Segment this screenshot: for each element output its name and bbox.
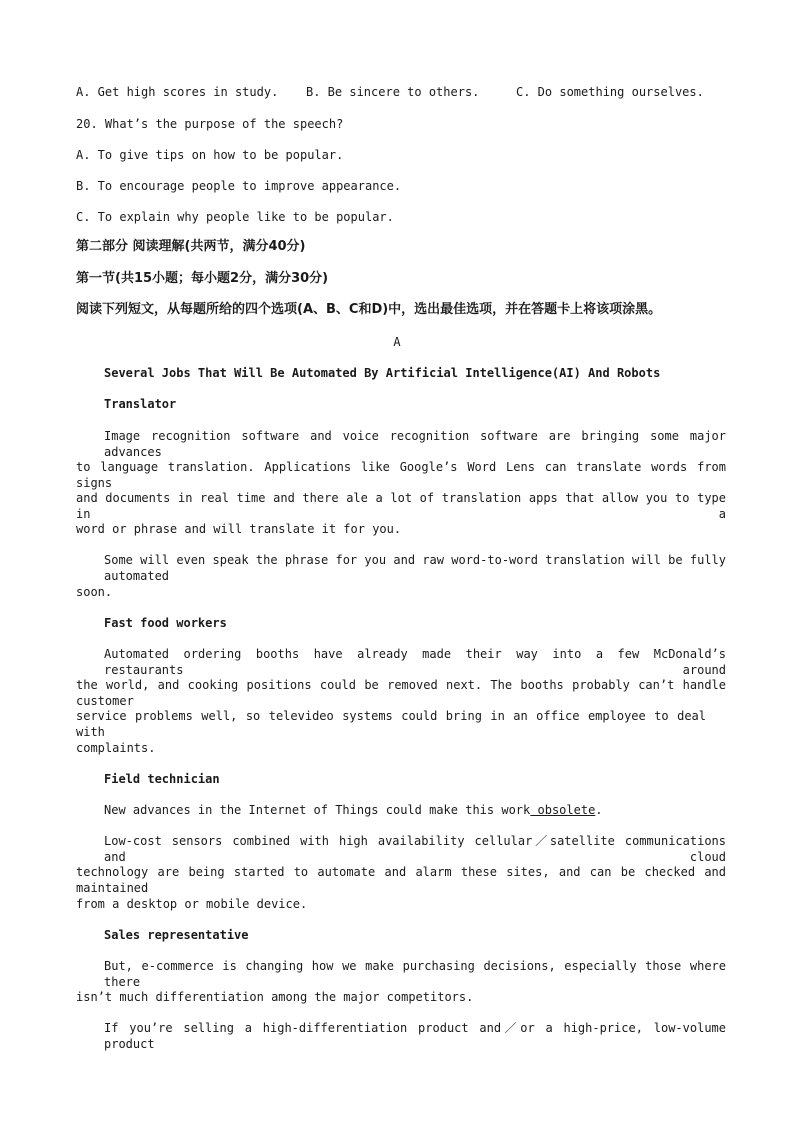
- translator-p2-line-2: soon.: [76, 585, 113, 599]
- field-p1-period: .: [595, 803, 603, 817]
- translator-p1-line-2: to language translation. Applications like Google’s Word Lens can translate words from signs: [76, 460, 726, 490]
- field-heading: Field technician: [104, 772, 220, 786]
- field-p2-line-1: Low-cost sensors combined with high availability cellular／satellite communications and cloud: [104, 834, 726, 864]
- q20-option-a: A. To give tips on how to be popular.: [76, 148, 344, 162]
- q19-option-b: B. Be sincere to others.: [306, 85, 480, 99]
- sales-heading: Sales representative: [104, 928, 249, 942]
- q20-option-c: C. To explain why people like to be popular.: [76, 210, 394, 224]
- translator-p1-line-4: word or phrase and will translate it for you.: [76, 522, 402, 536]
- q20-option-b: B. To encourage people to improve appearance.: [76, 179, 402, 193]
- q20-stem: 20. What’s the purpose of the speech?: [76, 117, 344, 131]
- field-p1: [104, 802, 726, 818]
- fastfood-p1-line-1: Automated ordering booths have already made their way into a few McDonald’s restaurants around: [104, 647, 726, 677]
- passage-letter: A: [393, 335, 401, 349]
- sales-p2-line-1: If you’re selling a high-differentiation product and／or a high-price, low-volume product: [104, 1021, 726, 1051]
- sales-p1-line-1: But, e-commerce is changing how we make purchasing decisions, especially those where there: [104, 959, 726, 989]
- sales-p1-line-2: isn’t much differentiation among the major competitors.: [76, 990, 474, 1004]
- q19-option-a: A. Get high scores in study.: [76, 85, 279, 99]
- field-p2-line-2: technology are being started to automate and alarm these sites, and can be checked and maintained: [76, 865, 726, 895]
- translator-heading: Translator: [104, 397, 177, 411]
- field-p2-line-3: from a desktop or mobile device.: [76, 897, 308, 911]
- part2-instruction: 阅读下列短文，从每题所给的四个选项(A、B、C和D)中，选出最佳选项，并在答题卡上将该项涂黑。: [76, 302, 662, 317]
- translator-p2-line-1: Some will even speak the phrase for you and raw word-to-word translation will be fully automated: [104, 553, 726, 583]
- field-p1-underlined-word: obsolete: [530, 803, 596, 817]
- passage-title: Several Jobs That Will Be Automated By Artificial Intelligence(AI) And Robots: [104, 366, 661, 380]
- field-p1-text: New advances in the Internet of Things could make this work: [104, 803, 531, 817]
- fastfood-p1-line-2: the world, and cooking positions could be removed next. The booths probably can’t handle customer: [76, 678, 726, 708]
- translator-p1-line-1: Image recognition software and voice recognition software are bringing some major advances: [104, 429, 726, 459]
- fastfood-p1-line-3: service problems well, so televideo systems could bring in an office employee to deal with: [76, 709, 706, 739]
- part2-heading: 第二部分 阅读理解(共两节，满分40分): [76, 239, 306, 254]
- part2-section1-heading: 第一节(共15小题；每小题2分，满分30分): [76, 271, 329, 286]
- q19-option-c: C. Do something ourselves.: [516, 85, 704, 99]
- fastfood-heading: Fast food workers: [104, 616, 227, 630]
- translator-p1-line-3: and documents in real time and there ale a lot of translation apps that allow you to type in a: [76, 491, 726, 521]
- fastfood-p1-line-4: complaints.: [76, 741, 156, 755]
